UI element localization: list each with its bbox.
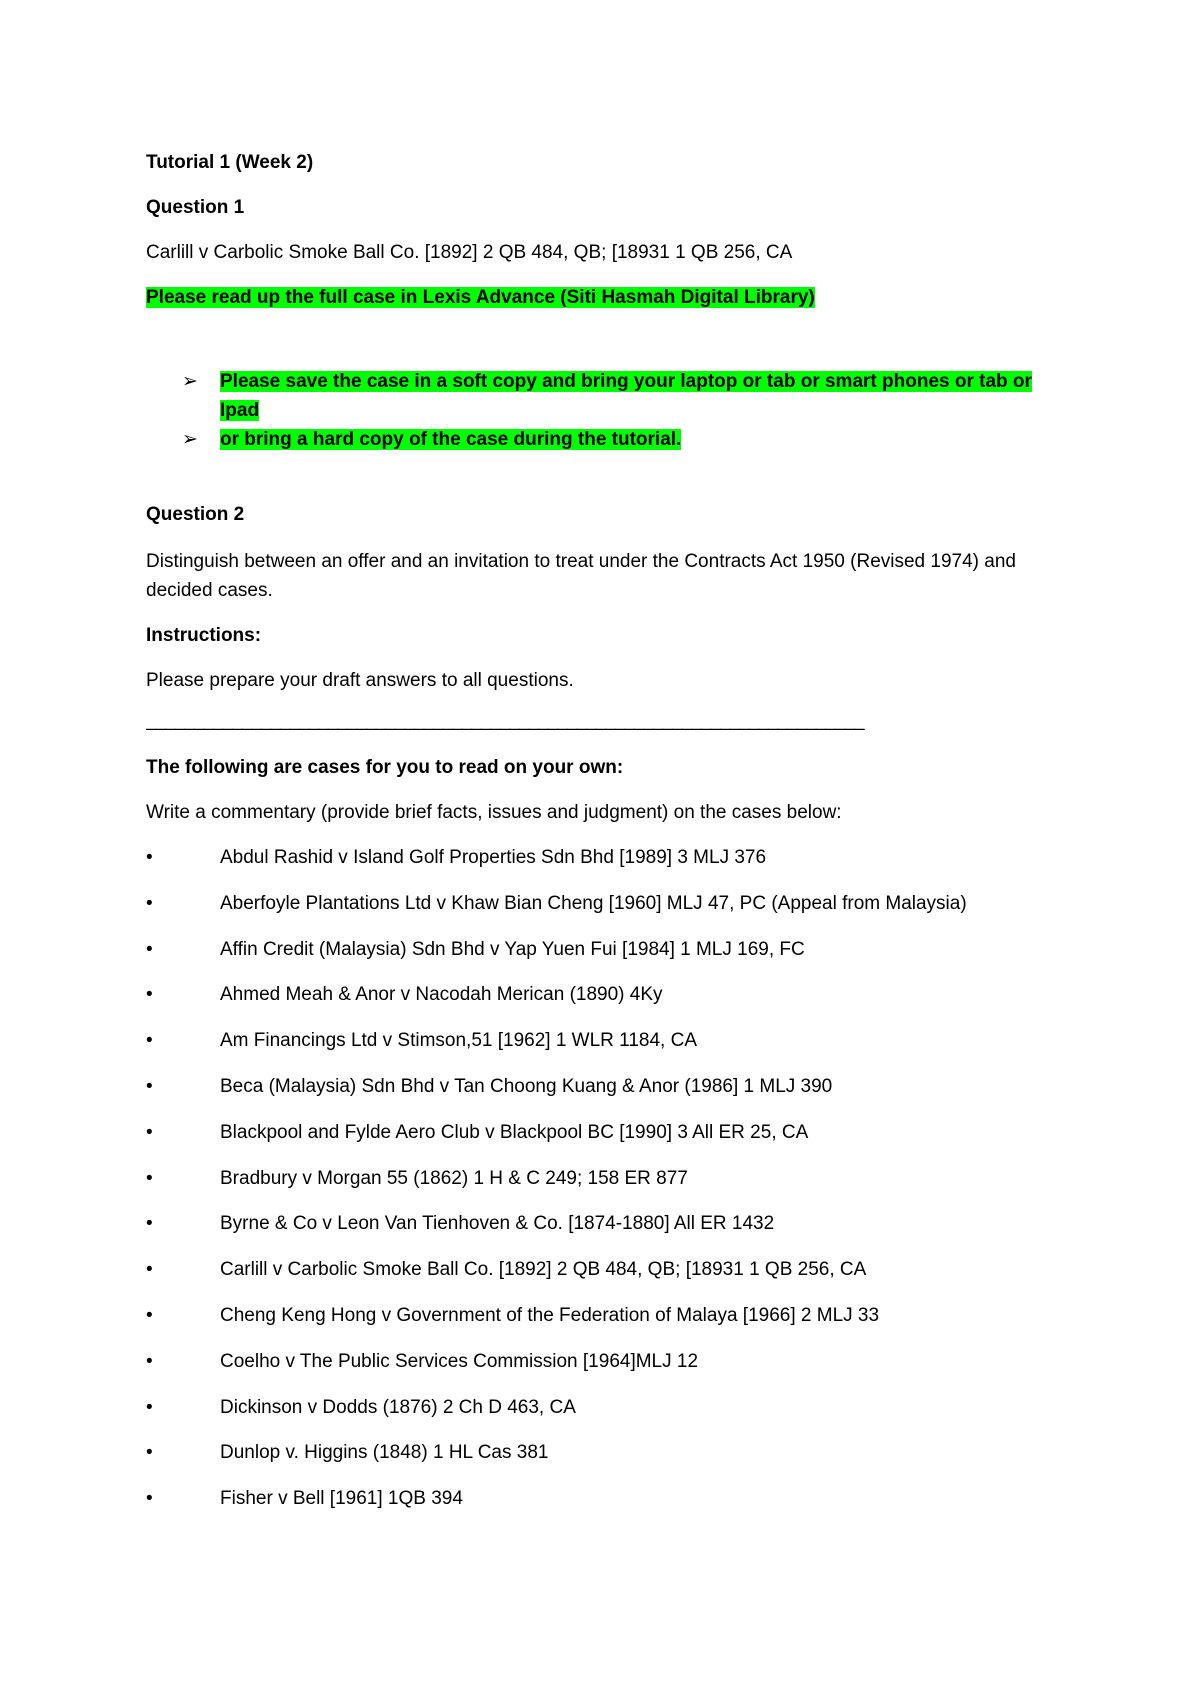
bullet-icon: • [146, 847, 153, 868]
bullet-icon: • [146, 1259, 153, 1281]
reading-heading: The following are cases for you to read on your own: [146, 757, 624, 778]
bullet-icon: • [146, 1350, 153, 1372]
bullet-icon: • [146, 1030, 153, 1052]
case-item [146, 843, 1056, 872]
case-text: Byrne & Co v Leon Van Tienhoven & Co. [1874-1880] All ER 1432 [220, 1213, 775, 1235]
bullet-icon: • [146, 1167, 153, 1189]
question-1-case: Carlill v Carbolic Smoke Ball Co. [1892] 2 QB 484, QB; [18931 1 QB 256, CA [146, 242, 793, 263]
case-text: Affin Credit (Malaysia) Sdn Bhd v Yap Yuen Fui [1984] 1 MLJ 169, FC [220, 938, 805, 960]
question-2-text: Distinguish between an offer and an invitation to treat under the Contracts Act 1950 (Revised 1974) and decided cases. [146, 551, 1016, 601]
case-text: Dickinson v Dodds (1876) 2 Ch D 463, CA [220, 1396, 576, 1418]
case-item [146, 889, 1056, 918]
case-item [146, 1026, 1056, 1055]
case-text: Ahmed Meah & Anor v Nacodah Merican (1890) 4Ky [220, 984, 663, 1006]
arrow-bullet-icon: ➢ [182, 371, 198, 392]
case-text: Abdul Rashid v Island Golf Properties Sdn Bhd [1989] 3 MLJ 376 [220, 847, 767, 868]
reading-intro: Write a commentary (provide brief facts, issues and judgment) on the cases below: [146, 802, 842, 823]
arrow-list [146, 367, 1056, 454]
bullet-icon: • [146, 1075, 153, 1097]
instructions-text: Please prepare your draft answers to all questions. [146, 670, 574, 691]
question-1-heading: Question 1 [146, 197, 245, 218]
question-2-heading: Question 2 [146, 504, 245, 525]
case-item [146, 1118, 1056, 1147]
document-page [146, 148, 1056, 1530]
case-text: Dunlop v. Higgins (1848) 1 HL Cas 381 [220, 1442, 549, 1464]
case-text: Blackpool and Fylde Aero Club v Blackpool BC [1990] 3 All ER 25, CA [220, 1121, 809, 1143]
case-text: Am Financings Ltd v Stimson,51 [1962] 1 WLR 1184, CA [220, 1030, 697, 1052]
arrow-item-text: or bring a hard copy of the case during the tutorial. [220, 429, 682, 450]
case-text: Fisher v Bell [1961] 1QB 394 [220, 1488, 463, 1510]
case-item [146, 1209, 1056, 1238]
arrow-item-text: Please save the case in a soft copy and bring your laptop or tab or smart phones or tab or Ipad [220, 371, 1032, 421]
case-item [146, 1347, 1056, 1376]
case-item [146, 935, 1056, 964]
bullet-icon: • [146, 1488, 153, 1510]
read-note-highlight: Please read up the full case in Lexis Advance (Siti Hasmah Digital Library) [146, 287, 815, 308]
case-item [146, 1484, 1056, 1513]
bullet-icon: • [146, 1304, 153, 1326]
case-item [146, 1164, 1056, 1193]
arrow-item [146, 367, 1056, 425]
case-text: Coelho v The Public Services Commission [1964]MLJ 12 [220, 1350, 699, 1372]
case-item [146, 1438, 1056, 1467]
document-title: Tutorial 1 (Week 2) [146, 152, 314, 173]
bullet-icon: • [146, 1213, 153, 1235]
case-item [146, 1072, 1056, 1101]
case-text: Carlill v Carbolic Smoke Ball Co. [1892] 2 QB 484, QB; [18931 1 QB 256, CA [220, 1259, 867, 1281]
bullet-icon: • [146, 1442, 153, 1464]
case-list [146, 843, 1056, 1513]
instructions-heading: Instructions: [146, 625, 262, 646]
bullet-icon: • [146, 1396, 153, 1418]
read-note [146, 283, 1056, 312]
case-text: Cheng Keng Hong v Government of the Federation of Malaya [1966] 2 MLJ 33 [220, 1304, 880, 1326]
case-item [146, 1301, 1056, 1330]
case-text: Aberfoyle Plantations Ltd v Khaw Bian Cheng [1960] MLJ 47, PC (Appeal from Malaysia) [220, 892, 967, 914]
bullet-icon: • [146, 938, 153, 960]
bullet-icon: • [146, 892, 153, 914]
case-item [146, 1255, 1056, 1284]
case-item [146, 1393, 1056, 1422]
case-item [146, 980, 1056, 1009]
bullet-icon: • [146, 1121, 153, 1143]
case-text: Bradbury v Morgan 55 (1862) 1 H & C 249; 158 ER 877 [220, 1167, 688, 1189]
case-text: Beca (Malaysia) Sdn Bhd v Tan Choong Kuang & Anor (1986] 1 MLJ 390 [220, 1075, 833, 1097]
arrow-item [146, 425, 1056, 454]
arrow-bullet-icon: ➢ [182, 429, 198, 450]
bullet-icon: • [146, 984, 153, 1006]
divider-line: ___________________________________________________________________________ [146, 711, 864, 731]
